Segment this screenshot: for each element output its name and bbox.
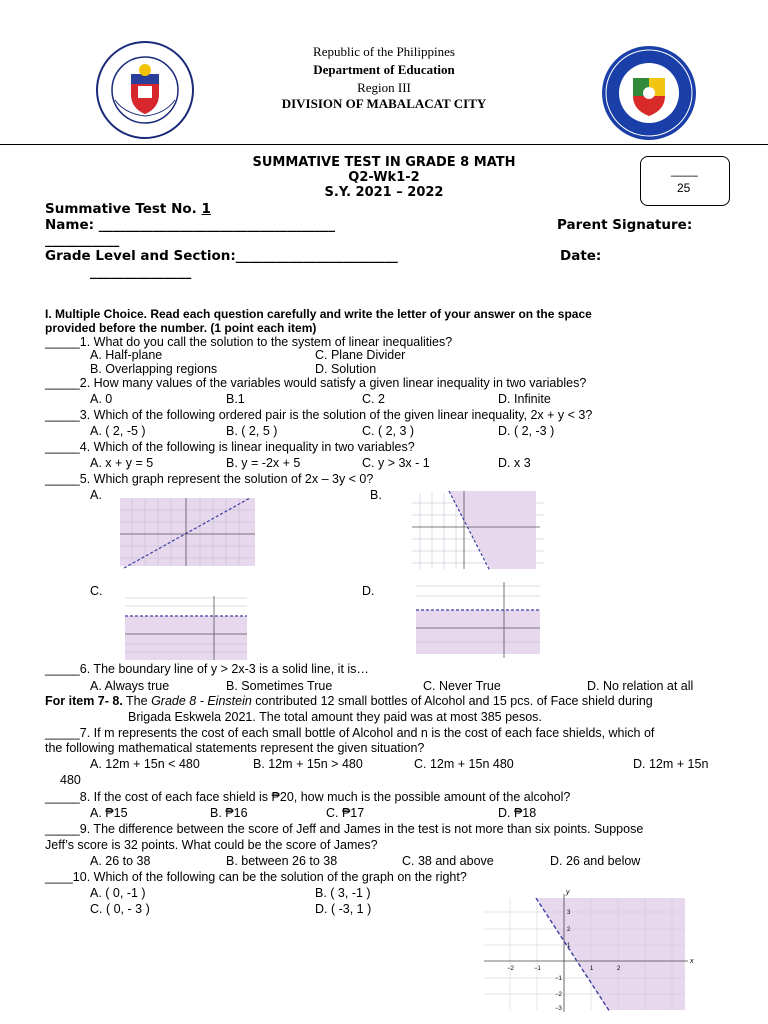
q5-label-c: C.	[90, 584, 103, 598]
q3-choice-b: B. ( 2, 5 )	[226, 424, 278, 438]
date-label: Date:	[560, 248, 602, 264]
q10-graph-x-label: x	[690, 958, 694, 965]
q4-choice-c: C. y > 3x - 1	[362, 456, 430, 470]
q4-choice-a: A. x + y = 5	[90, 456, 154, 470]
q6-stem: _____6. The boundary line of y > 2x-3 is a solid line, it is…	[45, 662, 369, 676]
parent-signature-blank[interactable]: ___________	[45, 232, 120, 248]
items78-lead: For item 7- 8.	[45, 694, 123, 708]
q8-choice-a: A. ₱15	[90, 806, 128, 820]
test-number-row	[45, 201, 211, 217]
q5-graph-b	[412, 487, 544, 573]
score-blank[interactable]: ____	[671, 163, 698, 177]
q10-xtick-1: 1	[590, 966, 594, 972]
score-box	[640, 156, 730, 206]
q9-choice-c: C. 38 and above	[402, 854, 494, 868]
q10-graph-y-label: y	[566, 889, 570, 896]
items78-pre: The	[122, 694, 152, 708]
deped-seal-left	[95, 40, 195, 140]
q10-graph	[480, 886, 700, 1014]
q3-stem: _____3. Which of the following ordered pair is the solution of the given linear inequality, 2x + y < 3?	[45, 408, 593, 422]
q3-choice-a: A. ( 2, -5 )	[90, 424, 146, 438]
q2-stem: _____2. How many values of the variables would satisfy a given linear inequality in two variables?	[45, 376, 587, 390]
name-field[interactable]: Name: ___________________________________	[45, 217, 335, 233]
instructions-line2: provided before the number. (1 point each item)	[45, 321, 317, 335]
items78-line2: Brigada Eskwela 2021. The total amount they paid was at most 385 pesos.	[128, 710, 542, 724]
q10-choice-a: A. ( 0, -1 )	[90, 886, 146, 900]
grade-section-field[interactable]: Grade Level and Section:________________________	[45, 248, 398, 264]
q5-label-d: D.	[362, 584, 375, 598]
items78-context	[45, 694, 653, 708]
q10-choice-c: C. ( 0, - 3 )	[90, 902, 150, 916]
items78-post: contributed 12 small bottles of Alcohol and 15 pcs. of Face shield during	[251, 694, 653, 708]
q4-choice-d: D. x 3	[498, 456, 531, 470]
q10-xtick-neg2: −2	[507, 966, 514, 972]
q8-choice-c: C. ₱17	[326, 806, 365, 820]
division-seal-right	[600, 44, 698, 142]
q6-choice-c: C. Never True	[423, 679, 501, 693]
q10-ytick-neg3: −3	[555, 1006, 562, 1012]
q10-xtick-neg1: −1	[534, 966, 541, 972]
test-school-year: S.Y. 2021 – 2022	[324, 185, 444, 200]
header-republic: Republic of the Philippines	[313, 44, 455, 59]
q6-choice-b: B. Sometimes True	[226, 679, 333, 693]
q9-stem-line1: _____9. The difference between the score of Jeff and James in the test is not more than six points. Suppose	[45, 822, 644, 836]
q10-ytick-2: 2	[567, 927, 571, 933]
q6-choice-a: A. Always true	[90, 679, 170, 693]
header-department: Department of Education	[313, 62, 455, 77]
test-title: SUMMATIVE TEST IN GRADE 8 MATH	[252, 155, 516, 170]
q8-choice-b: B. ₱16	[210, 806, 248, 820]
q7-choice-d: D. 12m + 15n	[633, 757, 709, 771]
q7-stem-line2: the following mathematical statements represent the given situation?	[45, 741, 425, 755]
q10-ytick-3: 3	[567, 910, 571, 916]
q3-choice-d: D. ( 2, -3 )	[498, 424, 555, 438]
q10-choice-b: B. ( 3, -1 )	[315, 886, 371, 900]
parent-signature-label: Parent Signature:	[557, 217, 693, 233]
q9-choice-b: B. between 26 to 38	[226, 854, 338, 868]
q7-stem-line1: _____7. If m represents the cost of each small bottle of Alcohol and n is the cost of each face shields, which of	[45, 726, 655, 740]
q8-stem: _____8. If the cost of each face shield is ₱20, how much is the possible amount of the alcohol?	[45, 790, 571, 804]
q10-ytick-neg1: −1	[555, 976, 562, 982]
q8-choice-d: D. ₱18	[498, 806, 537, 820]
q5-graph-d	[412, 580, 544, 662]
q10-ytick-neg2: −2	[555, 992, 562, 998]
q2-choice-d: D. Infinite	[498, 392, 551, 406]
test-week: Q2-Wk1-2	[348, 170, 420, 185]
header-division: DIVISION OF MABALACAT CITY	[281, 96, 487, 111]
test-number-label: Summative Test No.	[45, 201, 197, 217]
q1-stem: _____1. What do you call the solution to the system of linear inequalities?	[45, 335, 453, 349]
q7-choice-a: A. 12m + 15n < 480	[90, 757, 200, 771]
q9-choice-a: A. 26 to 38	[90, 854, 151, 868]
q2-choice-c: C. 2	[362, 392, 385, 406]
q5-stem: _____5. Which graph represent the solution of 2x – 3y < 0?	[45, 472, 374, 486]
q2-choice-b: B.1	[226, 392, 245, 406]
instructions-line1: I. Multiple Choice. Read each question carefully and write the letter of your answer on the space	[45, 307, 592, 321]
items78-section: Grade 8 - Einstein	[151, 694, 252, 708]
q5-graph-a	[120, 494, 255, 570]
q4-stem: _____4. Which of the following is linear inequality in two variables?	[45, 440, 415, 454]
q1-choice-a: A. Half-plane	[90, 348, 163, 362]
q10-stem: ____10. Which of the following can be the solution of the graph on the right?	[45, 870, 467, 884]
q5-label-a: A.	[90, 488, 102, 502]
q1-choice-c: C. Plane Divider	[315, 348, 406, 362]
q1-choice-b: B. Overlapping regions	[90, 362, 218, 376]
test-number-value: 1	[201, 201, 211, 217]
q5-label-b: B.	[370, 488, 382, 502]
q5-graph-c	[120, 594, 252, 662]
q9-stem-line2: Jeff’s score is 32 points. What could be the score of James?	[45, 838, 378, 852]
q7-choice-d-cont: 480	[60, 773, 81, 787]
q6-choice-d: D. No relation at all	[587, 679, 694, 693]
q3-choice-c: C. ( 2, 3 )	[362, 424, 415, 438]
q10-choice-d: D. ( -3, 1 )	[315, 902, 372, 916]
header-divider	[0, 144, 768, 145]
q10-xtick-2: 2	[617, 966, 621, 972]
q4-choice-b: B. y = -2x + 5	[226, 456, 301, 470]
q1-choice-d: D. Solution	[315, 362, 377, 376]
q7-choice-c: C. 12m + 15n 480	[414, 757, 514, 771]
date-blank[interactable]: _______________	[90, 264, 192, 280]
q2-choice-a: A. 0	[90, 392, 113, 406]
q9-choice-d: D. 26 and below	[550, 854, 641, 868]
score-total: 25	[677, 181, 691, 195]
q10-ytick-1: 1	[567, 943, 571, 949]
header-region: Region III	[357, 80, 411, 95]
q7-choice-b: B. 12m + 15n > 480	[253, 757, 363, 771]
